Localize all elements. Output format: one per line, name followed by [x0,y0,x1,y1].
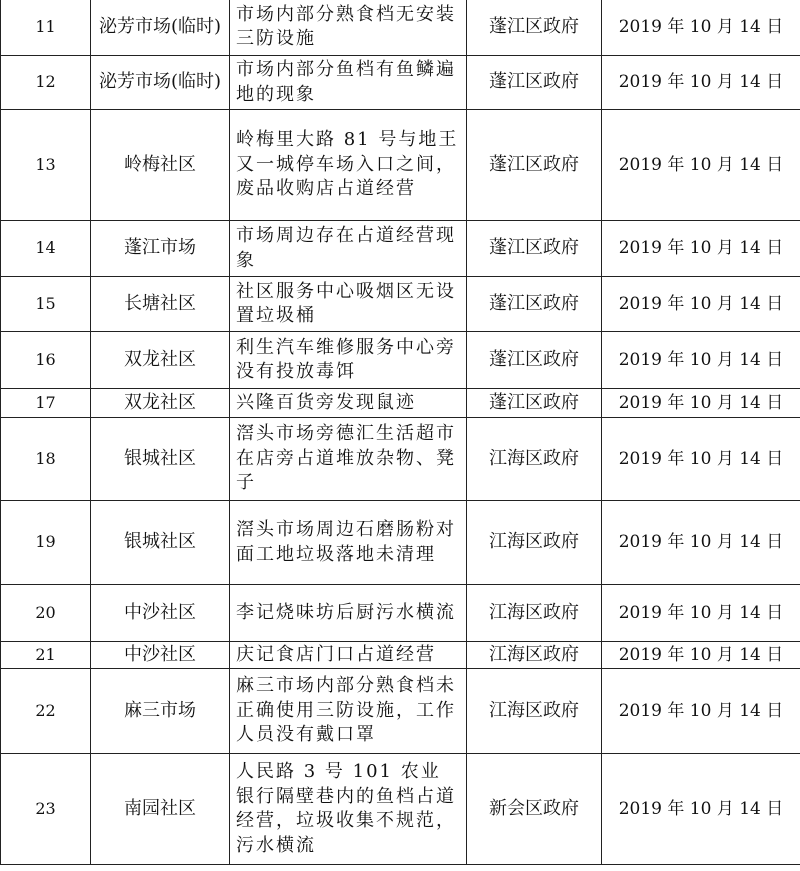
responsible-unit-cell: 蓬江区政府 [467,56,602,110]
row-number: 11 [1,0,91,56]
table-row [1,221,800,277]
row-number: 18 [1,418,91,501]
date-cell: 2019 年 10 月 14 日 [602,110,800,221]
location-cell: 南园社区 [91,754,230,865]
location-cell: 中沙社区 [91,585,230,642]
responsible-unit-cell: 蓬江区政府 [467,110,602,221]
location-cell: 蓬江市场 [91,221,230,277]
responsible-unit-cell: 蓬江区政府 [467,389,602,418]
date-cell: 2019 年 10 月 14 日 [602,418,800,501]
responsible-unit-cell: 江海区政府 [467,585,602,642]
date-cell: 2019 年 10 月 14 日 [602,669,800,754]
issue-cell: 李记烧味坊后厨污水横流 [230,585,467,642]
issue-cell: 滘头市场旁德汇生活超市在店旁占道堆放杂物、凳子 [230,418,467,501]
table-row [1,277,800,332]
location-cell: 银城社区 [91,418,230,501]
location-cell: 麻三市场 [91,669,230,754]
row-number: 17 [1,389,91,418]
date-cell: 2019 年 10 月 14 日 [602,754,800,865]
row-number: 21 [1,642,91,669]
date-cell: 2019 年 10 月 14 日 [602,585,800,642]
responsible-unit-cell: 蓬江区政府 [467,277,602,332]
issue-cell: 麻三市场内部分熟食档未正确使用三防设施，工作人员没有戴口罩 [230,669,467,754]
location-cell: 长塘社区 [91,277,230,332]
location-cell: 中沙社区 [91,642,230,669]
row-number: 22 [1,669,91,754]
table-row [1,585,800,642]
table-row [1,110,800,221]
issue-cell: 庆记食店门口占道经营 [230,642,467,669]
issue-cell: 利生汽车维修服务中心旁没有投放毒饵 [230,332,467,389]
row-number: 19 [1,501,91,585]
next-row-edge [0,866,800,871]
location-cell: 岭梅社区 [91,110,230,221]
row-number: 12 [1,56,91,110]
responsible-unit-cell: 江海区政府 [467,669,602,754]
responsible-unit-cell: 新会区政府 [467,754,602,865]
table-row [1,418,800,501]
location-cell: 双龙社区 [91,332,230,389]
responsible-unit-cell: 蓬江区政府 [467,221,602,277]
table-row [1,389,800,418]
responsible-unit-cell: 蓬江区政府 [467,332,602,389]
date-cell: 2019 年 10 月 14 日 [602,56,800,110]
responsible-unit-cell: 江海区政府 [467,418,602,501]
issue-cell: 市场内部分熟食档无安装三防设施 [230,0,467,56]
table-row [1,754,800,865]
issue-cell: 市场内部分鱼档有鱼鳞遍地的现象 [230,56,467,110]
date-cell: 2019 年 10 月 14 日 [602,332,800,389]
responsible-unit-cell: 江海区政府 [467,642,602,669]
location-cell: 银城社区 [91,501,230,585]
table-row [1,56,800,110]
issue-cell: 市场周边存在占道经营现象 [230,221,467,277]
row-number: 14 [1,221,91,277]
location-cell: 泌芳市场(临时) [91,56,230,110]
issue-cell: 人民路 3 号 101 农业银行隔壁巷内的鱼档占道经营，垃圾收集不规范，污水横流 [230,754,467,865]
table-row [1,501,800,585]
date-cell: 2019 年 10 月 14 日 [602,0,800,56]
row-number: 15 [1,277,91,332]
date-cell: 2019 年 10 月 14 日 [602,277,800,332]
date-cell: 2019 年 10 月 14 日 [602,389,800,418]
issue-cell: 滘头市场周边石磨肠粉对面工地垃圾落地未清理 [230,501,467,585]
date-cell: 2019 年 10 月 14 日 [602,642,800,669]
table-row [1,669,800,754]
date-cell: 2019 年 10 月 14 日 [602,501,800,585]
table-row [1,332,800,389]
issue-cell: 兴隆百货旁发现鼠迹 [230,389,467,418]
row-number: 13 [1,110,91,221]
table-row [1,642,800,669]
row-number: 23 [1,754,91,865]
issue-cell: 岭梅里大路 81 号与地王又一城停车场入口之间，废品收购店占道经营 [230,110,467,221]
date-cell: 2019 年 10 月 14 日 [602,221,800,277]
table-row [1,0,800,56]
issue-cell: 社区服务中心吸烟区无设置垃圾桶 [230,277,467,332]
row-number: 16 [1,332,91,389]
row-number: 20 [1,585,91,642]
responsible-unit-cell: 蓬江区政府 [467,0,602,56]
location-cell: 双龙社区 [91,389,230,418]
location-cell: 泌芳市场(临时) [91,0,230,56]
responsible-unit-cell: 江海区政府 [467,501,602,585]
